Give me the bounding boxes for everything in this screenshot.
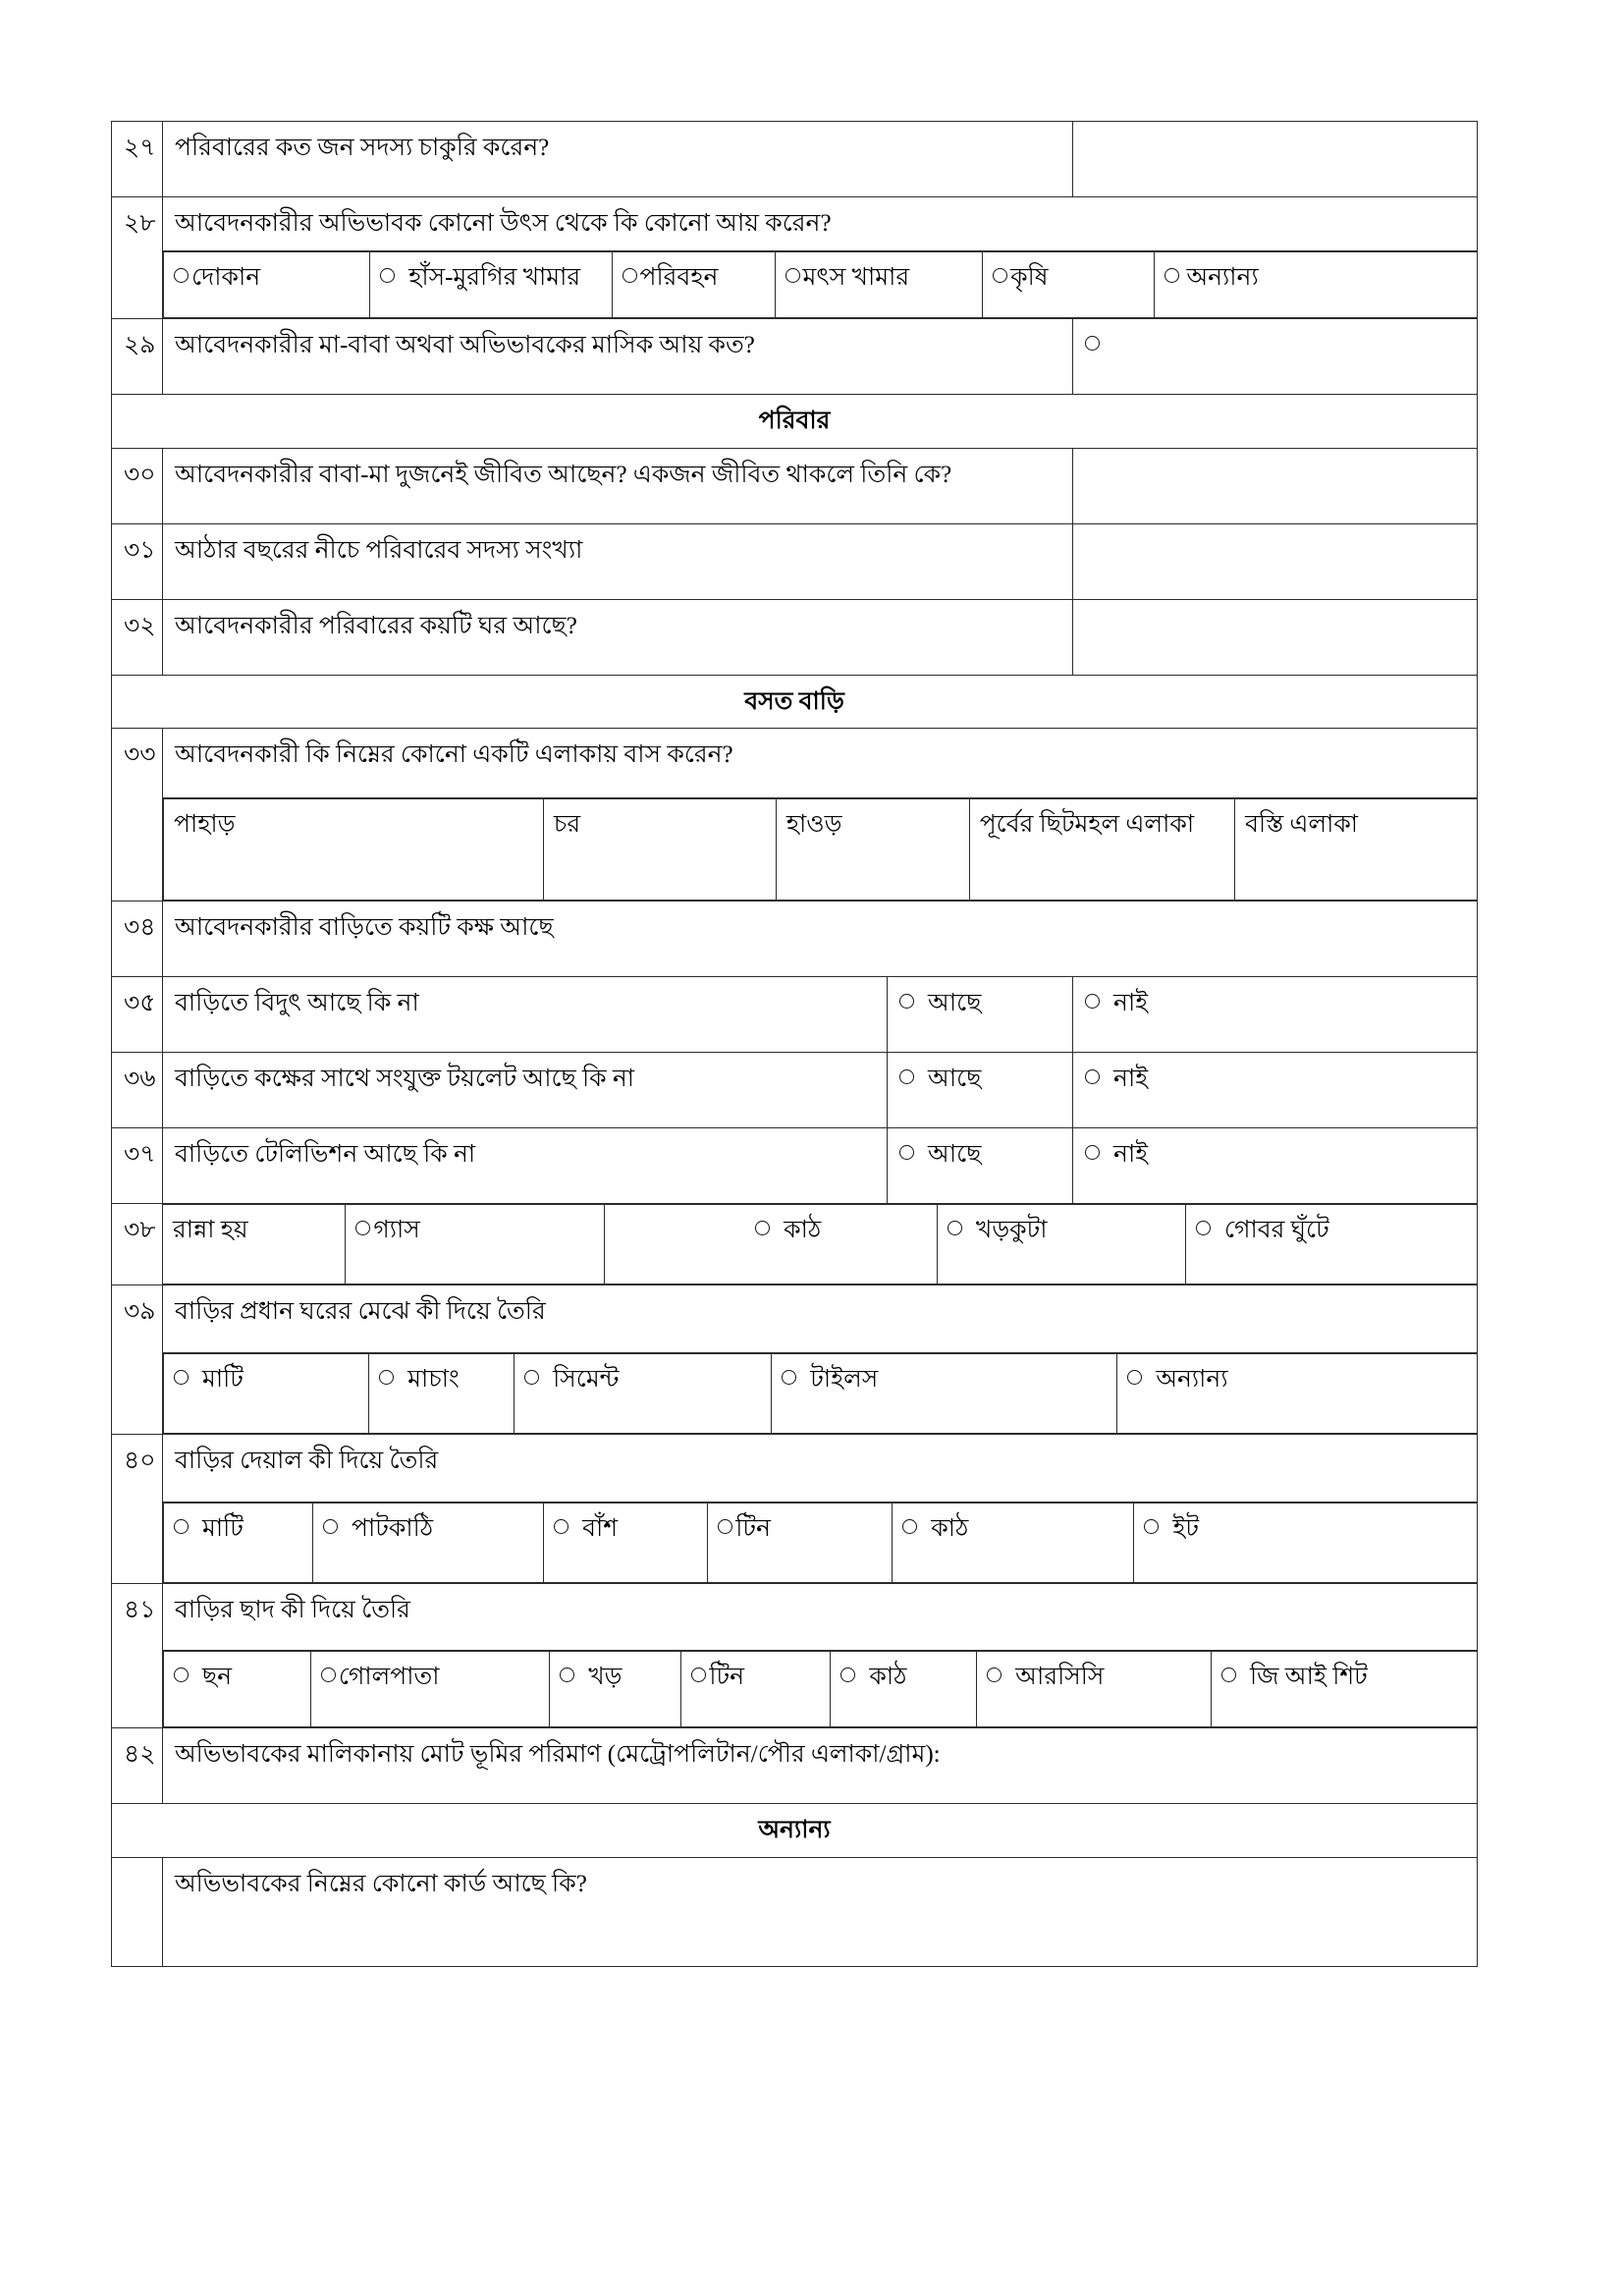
radio-icon[interactable]: [691, 1667, 706, 1682]
options-host-q41: [163, 1651, 1478, 1728]
option-label: খড়কুটা: [975, 1217, 1048, 1243]
option-q40-brick[interactable]: [1134, 1503, 1477, 1582]
option-q35-no[interactable]: [1073, 977, 1478, 1053]
option-label: ইট: [1172, 1514, 1199, 1542]
option-q28-others[interactable]: [1155, 251, 1477, 317]
option-label: কাঠ: [931, 1514, 969, 1542]
option-q39-others[interactable]: [1117, 1353, 1477, 1433]
option-label: আছে: [928, 1066, 982, 1092]
options-host-q39: [163, 1352, 1478, 1434]
table-row-q28-options: [112, 250, 1478, 318]
radio-icon[interactable]: [554, 1519, 568, 1534]
option-label: গোলপাতা: [338, 1664, 440, 1691]
question-text-q40: বাড়ির দেয়াল কী দিয়ে তৈরি: [163, 1434, 1478, 1502]
radio-icon[interactable]: [1085, 336, 1100, 351]
options-table-q41: [163, 1651, 1478, 1727]
option-label: জি আই শিট: [1250, 1664, 1368, 1691]
radio-icon[interactable]: [1085, 1069, 1100, 1084]
radio-icon[interactable]: [1085, 1145, 1100, 1160]
table-row-q35: [112, 977, 1478, 1053]
row-number-q31: ৩১: [112, 523, 163, 599]
option-label: মাচাং: [407, 1365, 460, 1393]
question-text-q29: আবেদনকারীর মা-বাবা অথবা অভিভাবকের মাসিক আয় কত?: [163, 318, 1073, 394]
option-label: আছে: [928, 1141, 982, 1168]
option-label: কৃষি: [1010, 263, 1049, 291]
radio-icon[interactable]: [902, 1519, 917, 1534]
option-q41-rcc[interactable]: [977, 1652, 1212, 1727]
question-text-q43: অভিভাবকের নিম্নের কোনো কার্ড আছে কি?: [163, 1858, 1478, 1967]
row-number-q30: ৩০: [112, 448, 163, 523]
radio-icon[interactable]: [560, 1667, 574, 1682]
radio-icon[interactable]: [755, 1221, 770, 1235]
option-q40-bamboo[interactable]: [544, 1503, 708, 1582]
option-label: বাঁশ: [582, 1514, 619, 1542]
row-number-q32: ৩২: [112, 599, 163, 675]
options-table-q38: [163, 1204, 1478, 1285]
table-row-q36: [112, 1053, 1478, 1128]
option-label: টিন: [709, 1664, 745, 1691]
option-q41-straw[interactable]: [550, 1652, 681, 1727]
row-number-q33: ৩৩: [112, 729, 163, 902]
section-header-family-row: [112, 394, 1478, 448]
table-row-q32: [112, 599, 1478, 675]
answer-field-q30[interactable]: [1073, 448, 1478, 523]
option-label: কাঠ: [869, 1664, 907, 1691]
row-number-q41: ৪১: [112, 1583, 163, 1728]
option-q33-haor[interactable]: হাওড়: [776, 799, 969, 901]
radio-icon[interactable]: [174, 1370, 189, 1385]
radio-icon[interactable]: [782, 1370, 796, 1385]
radio-icon[interactable]: [380, 268, 395, 283]
option-q28-agriculture[interactable]: [983, 251, 1155, 317]
option-q39-cement[interactable]: [514, 1353, 772, 1433]
answer-field-q29[interactable]: [1073, 318, 1478, 394]
option-q40-wood[interactable]: [893, 1503, 1134, 1582]
table-row-q38: [112, 1204, 1478, 1285]
option-q33-hill[interactable]: পাহাড়: [164, 799, 544, 901]
option-q33-char[interactable]: চর: [543, 799, 776, 901]
table-row-q42: [112, 1728, 1478, 1804]
option-q40-jute-stick[interactable]: [313, 1503, 544, 1582]
option-label: পরিবহন: [639, 263, 719, 291]
radio-icon[interactable]: [987, 1667, 1001, 1682]
radio-icon[interactable]: [899, 1145, 914, 1160]
question-text-q38: রান্না হয়: [163, 1205, 346, 1285]
radio-icon[interactable]: [1085, 994, 1100, 1009]
option-label: গোবর ঘুঁটে: [1223, 1217, 1329, 1243]
option-label: আছে: [928, 990, 982, 1016]
radio-icon[interactable]: [355, 1221, 370, 1235]
option-q41-golpata[interactable]: [310, 1652, 549, 1727]
option-label: মৎস খামার: [802, 263, 910, 291]
radio-icon[interactable]: [899, 994, 914, 1009]
option-label: নাই: [1113, 1066, 1149, 1092]
options-host-q38: [163, 1204, 1478, 1285]
option-label: নাই: [1113, 1141, 1149, 1168]
section-header-residence: বসত বাড়ি: [112, 675, 1478, 729]
row-number-q43: [112, 1858, 163, 1967]
application-form: [111, 121, 1477, 1967]
question-text-q41: বাড়ির ছাদ কী দিয়ে তৈরি: [163, 1583, 1478, 1651]
option-label: টাইলস: [810, 1365, 879, 1393]
section-header-residence-row: [112, 675, 1478, 729]
option-q33-slum[interactable]: বস্তি এলাকা: [1235, 799, 1477, 901]
row-number-q38: ৩৮: [112, 1204, 163, 1285]
option-label: আরসিসি: [1015, 1664, 1105, 1691]
option-label: সিমেন্ট: [553, 1365, 620, 1393]
option-q38-straw[interactable]: [937, 1205, 1185, 1285]
radio-icon[interactable]: [947, 1221, 962, 1235]
option-q36-no[interactable]: [1073, 1053, 1478, 1128]
section-header-others: অন্যান্য: [112, 1804, 1478, 1858]
question-text-q27: পরিবারের কত জন সদস্য চাকুরি করেন?: [163, 122, 1073, 197]
table-row-q31: [112, 523, 1478, 599]
table-row-q33-options: [112, 798, 1478, 902]
radio-icon[interactable]: [785, 268, 800, 283]
option-q39-machang[interactable]: [369, 1353, 514, 1433]
row-number-q39: ৩৯: [112, 1285, 163, 1435]
question-text-q33: আবেদনকারী কি নিম্নের কোনো একটি এলাকায় বাস করেন?: [163, 729, 1478, 798]
radio-icon[interactable]: [1127, 1370, 1142, 1385]
radio-icon[interactable]: [899, 1069, 914, 1084]
radio-icon[interactable]: [623, 268, 637, 283]
options-table-q28: [163, 251, 1478, 318]
table-row-q41-options: [112, 1651, 1478, 1728]
option-q39-tiles[interactable]: [772, 1353, 1117, 1433]
radio-icon[interactable]: [1164, 268, 1179, 283]
option-label: দোকান: [191, 263, 261, 291]
option-label: মাটি: [202, 1514, 244, 1542]
table-row-q30: [112, 448, 1478, 523]
question-text-q28: আবেদনকারীর অভিভাবক কোনো উৎস থেকে কি কোনো আয় করেন?: [163, 197, 1478, 251]
row-number-q28: ২৮: [112, 197, 163, 319]
question-text-q42: অভিভাবকের মালিকানায় মোট ভূমির পরিমাণ (মেট্রোপলিটান/পৌর এলাকা/গ্রাম):: [163, 1728, 1478, 1804]
row-number-q36: ৩৬: [112, 1053, 163, 1128]
section-header-others-row: [112, 1804, 1478, 1858]
option-label: মাটি: [202, 1365, 244, 1393]
option-q41-wood[interactable]: [831, 1652, 977, 1727]
radio-icon[interactable]: [379, 1370, 394, 1385]
option-q37-yes[interactable]: [888, 1128, 1073, 1204]
options-table-q40: [163, 1503, 1478, 1583]
option-label: পাটকাঠি: [352, 1514, 434, 1542]
radio-icon[interactable]: [524, 1370, 539, 1385]
options-host-q28: [163, 250, 1478, 318]
row-number-q34: ৩৪: [112, 902, 163, 977]
form-table: [111, 121, 1478, 1967]
table-row-q39: [112, 1285, 1478, 1353]
option-label: অন্যান্য: [1186, 263, 1259, 291]
table-row-q39-options: [112, 1352, 1478, 1434]
question-text-q31: আঠার বছরের নীচে পরিবারেব সদস্য সংখ্যা: [163, 523, 1073, 599]
option-q40-soil[interactable]: [164, 1503, 313, 1582]
table-row-q40-options: [112, 1502, 1478, 1583]
answer-field-q27[interactable]: [1073, 122, 1478, 197]
option-q35-yes[interactable]: [888, 977, 1073, 1053]
radio-icon[interactable]: [993, 268, 1007, 283]
option-label: নাই: [1113, 990, 1149, 1016]
radio-icon[interactable]: [1221, 1667, 1236, 1682]
radio-icon[interactable]: [174, 1667, 189, 1682]
table-row-q33: [112, 729, 1478, 798]
row-number-q27: ২৭: [112, 122, 163, 197]
row-number-q37: ৩৭: [112, 1128, 163, 1204]
options-table-q39: [163, 1353, 1478, 1434]
option-q41-gi-sheet[interactable]: [1212, 1652, 1477, 1727]
radio-icon[interactable]: [1144, 1519, 1159, 1534]
table-row-q29: [112, 318, 1478, 394]
row-number-q29: ২৯: [112, 318, 163, 394]
option-q28-fish-farm[interactable]: [775, 251, 983, 317]
question-text-q30: আবেদনকারীর বাবা-মা দুজনেই জীবিত আছেন? একজন জীবিত থাকলে তিনি কে?: [163, 448, 1073, 523]
option-q41-thatch[interactable]: [164, 1652, 311, 1727]
option-label: গ্যাস: [373, 1217, 420, 1243]
question-text-q36: বাড়িতে কক্ষের সাথে সংযুক্ত টয়লেট আছে কি না: [163, 1053, 888, 1128]
options-table-q33: [163, 798, 1478, 901]
radio-icon[interactable]: [1196, 1221, 1211, 1235]
table-row-q40: [112, 1434, 1478, 1502]
option-q28-transport[interactable]: [612, 251, 775, 317]
section-header-family: পরিবার: [112, 394, 1478, 448]
question-text-q39: বাড়ির প্রধান ঘরের মেঝে কী দিয়ে তৈরি: [163, 1285, 1478, 1353]
question-text-q35: বাড়িতে বিদুৎ আছে কি না: [163, 977, 888, 1053]
radio-icon[interactable]: [323, 1519, 338, 1534]
answer-field-q31[interactable]: [1073, 523, 1478, 599]
question-text-q37: বাড়িতে টেলিভিশন আছে কি না: [163, 1128, 888, 1204]
option-label: হাঁস-মুরগির খামার: [408, 263, 581, 291]
table-row-q41: [112, 1583, 1478, 1651]
option-q41-tin[interactable]: [681, 1652, 831, 1727]
row-number-q42: ৪২: [112, 1728, 163, 1804]
option-q38-gas[interactable]: [346, 1205, 605, 1285]
option-q38-wood[interactable]: [745, 1205, 937, 1285]
option-q28-dokan[interactable]: [164, 251, 370, 317]
option-q39-soil[interactable]: [164, 1353, 369, 1433]
radio-icon[interactable]: [321, 1667, 336, 1682]
option-q28-poultry-farm[interactable]: [370, 251, 612, 317]
option-label: টিন: [735, 1514, 771, 1542]
row-number-q35: ৩৫: [112, 977, 163, 1053]
table-row-q34: [112, 902, 1478, 977]
table-row-q37: [112, 1128, 1478, 1204]
table-row-q27: [112, 122, 1478, 197]
radio-icon[interactable]: [174, 268, 189, 283]
option-label: খড়: [588, 1664, 623, 1691]
table-row-q43: [112, 1858, 1478, 1967]
option-q38-wood-spacer: [605, 1205, 746, 1285]
option-q38-dung-cake[interactable]: [1185, 1205, 1477, 1285]
question-text-q32: আবেদনকারীর পরিবারের কয়টি ঘর আছে?: [163, 599, 1073, 675]
options-host-q33: [163, 798, 1478, 902]
radio-icon[interactable]: [840, 1667, 855, 1682]
option-q33-enclave[interactable]: পূর্বের ছিটমহল এলাকা: [969, 799, 1234, 901]
answer-field-q32[interactable]: [1073, 599, 1478, 675]
options-host-q40: [163, 1502, 1478, 1583]
option-q37-no[interactable]: [1073, 1128, 1478, 1204]
option-q36-yes[interactable]: [888, 1053, 1073, 1128]
radio-icon[interactable]: [718, 1519, 732, 1534]
option-label: ছন: [202, 1664, 233, 1691]
question-text-q34: আবেদনকারীর বাড়িতে কয়টি কক্ষ আছে: [163, 902, 1478, 977]
option-label: কাঠ: [784, 1217, 822, 1243]
option-label: অন্যান্য: [1156, 1365, 1228, 1393]
table-row-q28: [112, 197, 1478, 251]
option-q40-tin[interactable]: [708, 1503, 893, 1582]
radio-icon[interactable]: [174, 1519, 189, 1534]
row-number-q40: ৪০: [112, 1434, 163, 1583]
